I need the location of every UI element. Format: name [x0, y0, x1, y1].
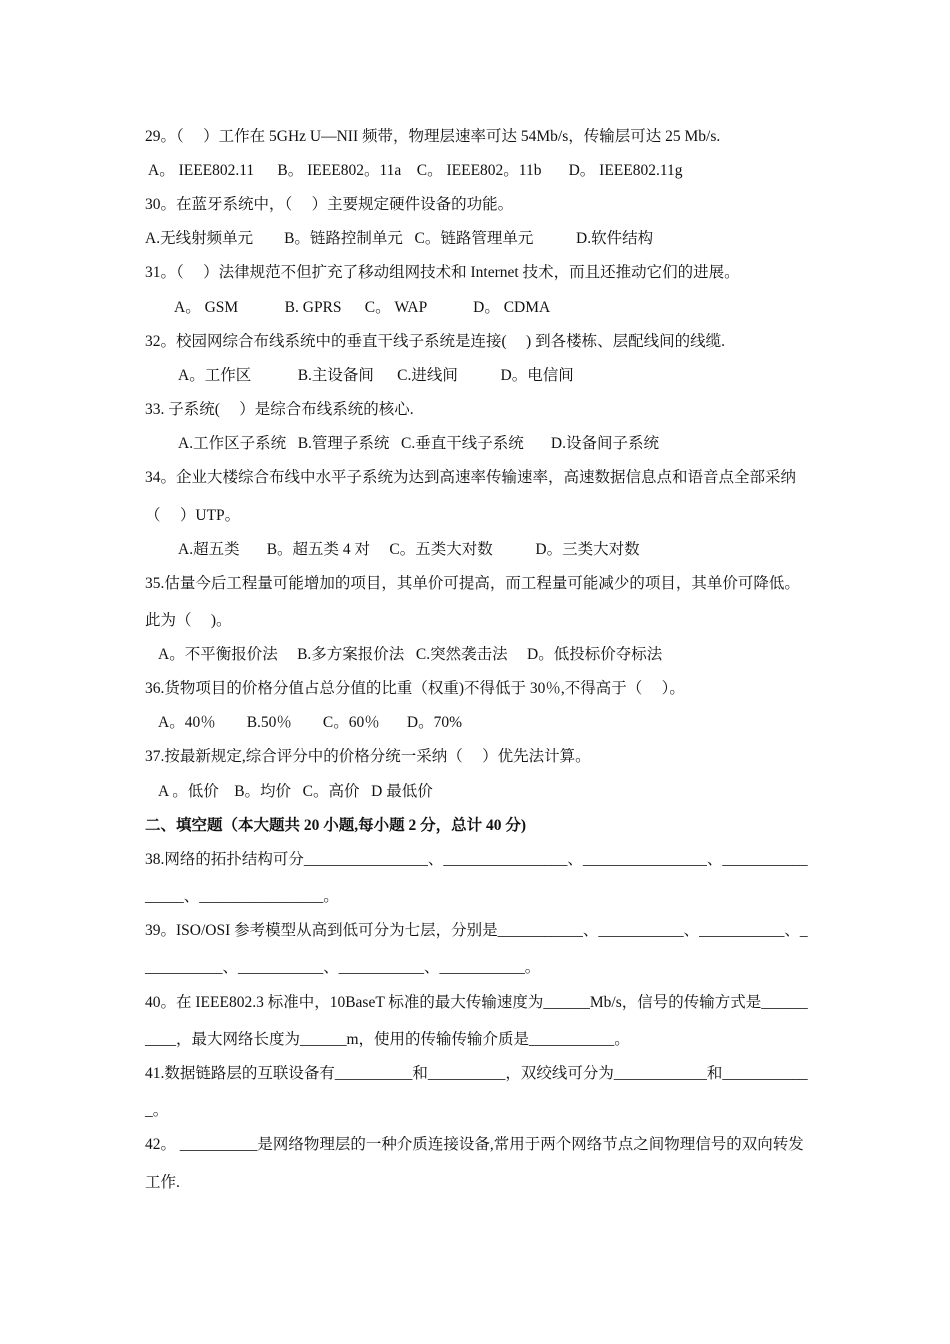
question-34: 34。企业大楼综合布线中水平子系统为达到高速率传输速率，高速数据信息点和语音点全部采纳 [145, 469, 797, 486]
question-36: 36.货物项目的价格分值占总分值的比重（权重)不得低于 30％,不得高于（ ）。 [145, 680, 685, 697]
options-34: A.超五类 B。超五类 4 对 C。五类大对数 D。三类大对数 [178, 541, 640, 558]
question-42: 42。 __________是网络物理层的一种介质连接设备,常用于两个网络节点之间物理信号的双向转发 [145, 1136, 804, 1153]
section-heading: 二、填空题（本大题共 20 小题,每小题 2 分，总计 40 分) [145, 817, 527, 834]
options-29: A。 IEEE802.11 B。 IEEE802。11a C。 IEEE802。11b D。 IEEE802.11g [148, 162, 683, 179]
question-35: 35.估量今后工程量可能增加的项目，其单价可提高，而工程量可能减少的项目，其单价可降低。 [145, 575, 800, 592]
question-30: 30。在蓝牙系统中，（ ）主要规定硬件设备的功能。 [145, 196, 514, 213]
question-40-cont: ____，最大网络长度为______m，使用的传输传输介质是___________。 [145, 1031, 630, 1048]
question-40: 40。在 IEEE802.3 标准中，10BaseT 标准的最大传输速度为______Mb/s，信号的传输方式是______ [145, 994, 808, 1011]
question-29: 29。（ ）工作在 5GHz U—NII 频带，物理层速率可达 54Mb/s，传输层可达 25 Mb/s. [145, 128, 721, 145]
options-32: A。工作区 B.主设备间 C.进线间 D。电信间 [178, 367, 574, 384]
question-32: 32。校园网综合布线系统中的垂直干线子系统是连接( ) 到各楼栋、层配线间的线缆. [145, 333, 725, 350]
question-39: 39。ISO/OSI 参考模型从高到低可分为七层，分别是___________、___________、___________、_ [145, 922, 808, 939]
options-31: A。 GSM B. GPRS C。 WAP D。 CDMA [174, 299, 551, 316]
options-36: A。40％ B.50％ C。60％ D。70% [158, 714, 462, 731]
question-38: 38.网络的拓扑结构可分________________、________________、________________、___________ [145, 851, 808, 868]
question-37: 37.按最新规定,综合评分中的价格分统一采纳（ ）优先法计算。 [145, 748, 591, 765]
question-42-cont: 工作. [145, 1174, 180, 1191]
question-41-cont: _。 [145, 1102, 169, 1119]
question-38-cont: _____、________________。 [145, 888, 339, 905]
options-35: A。不平衡报价法 B.多方案报价法 C.突然袭击法 D。低投标价夺标法 [158, 646, 663, 663]
question-31: 31。（ ）法律规范不但扩充了移动组网技术和 Internet 技术，而且还推动它们的进展。 [145, 264, 740, 281]
question-41: 41.数据链路层的互联设备有__________和__________，双绞线可分为____________和___________ [145, 1065, 808, 1082]
question-34-cont: （ ）UTP。 [145, 507, 241, 524]
options-37: A 。低价 B。均价 C。高价 D 最低价 [158, 783, 433, 800]
question-39-cont: __________、___________、___________、___________。 [145, 959, 541, 976]
question-33: 33. 子系统( ）是综合布线系统的核心. [145, 401, 414, 418]
options-33: A.工作区子系统 B.管理子系统 C.垂直干线子系统 D.设备间子系统 [178, 435, 659, 452]
options-30: A.无线射频单元 B。链路控制单元 C。链路管理单元 D.软件结构 [145, 230, 654, 247]
question-35-cont: 此为（ )。 [145, 612, 232, 629]
